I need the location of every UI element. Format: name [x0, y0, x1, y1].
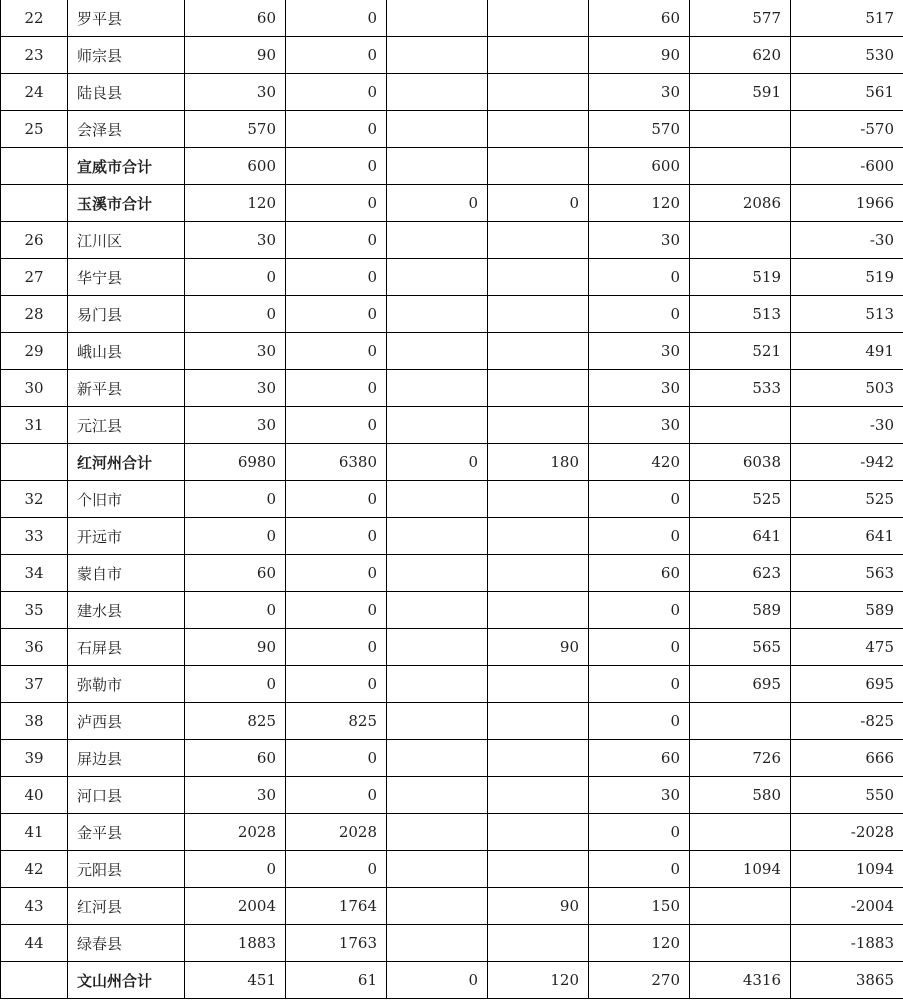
value-col-4	[488, 222, 589, 259]
table-row	[1, 407, 903, 444]
region-name: 红河州合计	[68, 444, 185, 481]
value-col-3	[387, 740, 488, 777]
value-col-5: 120	[589, 185, 690, 222]
value-col-7: 641	[791, 518, 903, 555]
value-col-6: 1094	[690, 851, 791, 888]
value-col-4	[488, 0, 589, 37]
value-col-6	[690, 925, 791, 962]
value-col-1: 451	[185, 962, 286, 999]
value-col-5: 150	[589, 888, 690, 925]
row-number: 37	[1, 666, 68, 703]
value-col-6: 591	[690, 74, 791, 111]
value-col-5: 0	[589, 629, 690, 666]
table-row	[1, 259, 903, 296]
value-col-2: 0	[286, 777, 387, 814]
value-col-6: 695	[690, 666, 791, 703]
value-col-1: 30	[185, 333, 286, 370]
region-name: 建水县	[68, 592, 185, 629]
region-name: 元江县	[68, 407, 185, 444]
value-col-5: 600	[589, 148, 690, 185]
value-col-6	[690, 111, 791, 148]
table-row	[1, 370, 903, 407]
value-col-5: 0	[589, 481, 690, 518]
value-col-7: 589	[791, 592, 903, 629]
value-col-5: 0	[589, 666, 690, 703]
value-col-1: 825	[185, 703, 286, 740]
value-col-3	[387, 74, 488, 111]
region-name: 开远市	[68, 518, 185, 555]
value-col-4	[488, 370, 589, 407]
value-col-4	[488, 814, 589, 851]
value-col-4: 90	[488, 629, 589, 666]
value-col-5: 0	[589, 592, 690, 629]
region-name: 绿春县	[68, 925, 185, 962]
value-col-7: 1094	[791, 851, 903, 888]
row-number: 40	[1, 777, 68, 814]
table-body	[1, 0, 903, 999]
value-col-5: 0	[589, 814, 690, 851]
value-col-6: 641	[690, 518, 791, 555]
value-col-1: 0	[185, 296, 286, 333]
value-col-5: 30	[589, 222, 690, 259]
value-col-2: 0	[286, 37, 387, 74]
table-row-subtotal	[1, 148, 903, 185]
value-col-7: -30	[791, 222, 903, 259]
row-number: 31	[1, 407, 68, 444]
region-name: 易门县	[68, 296, 185, 333]
row-number: 29	[1, 333, 68, 370]
value-col-3	[387, 481, 488, 518]
value-col-1: 30	[185, 407, 286, 444]
table-row	[1, 333, 903, 370]
value-col-2: 0	[286, 185, 387, 222]
value-col-7: -570	[791, 111, 903, 148]
value-col-1: 2028	[185, 814, 286, 851]
value-col-3: 0	[387, 185, 488, 222]
value-col-1: 0	[185, 592, 286, 629]
value-col-4	[488, 407, 589, 444]
row-number: 30	[1, 370, 68, 407]
value-col-4	[488, 111, 589, 148]
row-number	[1, 444, 68, 481]
table-row	[1, 740, 903, 777]
table-row	[1, 518, 903, 555]
region-name: 元阳县	[68, 851, 185, 888]
value-col-6: 623	[690, 555, 791, 592]
value-col-7: 3865	[791, 962, 903, 999]
value-col-7: 519	[791, 259, 903, 296]
value-col-2: 0	[286, 481, 387, 518]
value-col-3	[387, 592, 488, 629]
value-col-1: 570	[185, 111, 286, 148]
value-col-7: 491	[791, 333, 903, 370]
value-col-4: 0	[488, 185, 589, 222]
region-name: 师宗县	[68, 37, 185, 74]
value-col-3: 0	[387, 444, 488, 481]
value-col-4	[488, 296, 589, 333]
value-col-4	[488, 925, 589, 962]
value-col-6: 589	[690, 592, 791, 629]
value-col-1: 60	[185, 740, 286, 777]
table-row	[1, 666, 903, 703]
value-col-2: 61	[286, 962, 387, 999]
value-col-3	[387, 888, 488, 925]
value-col-5: 30	[589, 777, 690, 814]
value-col-5: 30	[589, 74, 690, 111]
value-col-3	[387, 333, 488, 370]
region-name: 玉溪市合计	[68, 185, 185, 222]
region-name: 华宁县	[68, 259, 185, 296]
value-col-2: 0	[286, 555, 387, 592]
value-col-3	[387, 703, 488, 740]
value-col-3	[387, 296, 488, 333]
value-col-1: 30	[185, 74, 286, 111]
value-col-3	[387, 666, 488, 703]
table-row	[1, 481, 903, 518]
value-col-3	[387, 259, 488, 296]
row-number: 23	[1, 37, 68, 74]
value-col-3	[387, 407, 488, 444]
value-col-5: 30	[589, 370, 690, 407]
value-col-2: 2028	[286, 814, 387, 851]
value-col-1: 600	[185, 148, 286, 185]
value-col-6	[690, 814, 791, 851]
table-row	[1, 555, 903, 592]
region-name: 文山州合计	[68, 962, 185, 999]
value-col-6	[690, 222, 791, 259]
row-number: 35	[1, 592, 68, 629]
region-name: 石屏县	[68, 629, 185, 666]
value-col-2: 0	[286, 740, 387, 777]
value-col-1: 0	[185, 518, 286, 555]
value-col-6: 577	[690, 0, 791, 37]
value-col-1: 60	[185, 555, 286, 592]
value-col-1: 0	[185, 666, 286, 703]
value-col-5: 60	[589, 0, 690, 37]
value-col-2: 0	[286, 222, 387, 259]
region-name: 新平县	[68, 370, 185, 407]
value-col-5: 60	[589, 740, 690, 777]
value-col-1: 120	[185, 185, 286, 222]
value-col-7: -825	[791, 703, 903, 740]
value-col-7: -30	[791, 407, 903, 444]
value-col-6: 519	[690, 259, 791, 296]
region-name: 弥勒市	[68, 666, 185, 703]
value-col-4: 120	[488, 962, 589, 999]
value-col-6: 580	[690, 777, 791, 814]
value-col-1: 30	[185, 222, 286, 259]
value-col-5: 90	[589, 37, 690, 74]
value-col-4	[488, 518, 589, 555]
value-col-7: 525	[791, 481, 903, 518]
value-col-7: -1883	[791, 925, 903, 962]
value-col-6: 525	[690, 481, 791, 518]
table-row	[1, 851, 903, 888]
value-col-1: 90	[185, 629, 286, 666]
value-col-1: 30	[185, 777, 286, 814]
row-number	[1, 185, 68, 222]
value-col-2: 0	[286, 111, 387, 148]
value-col-7: 561	[791, 74, 903, 111]
value-col-3	[387, 851, 488, 888]
row-number: 32	[1, 481, 68, 518]
value-col-5: 570	[589, 111, 690, 148]
row-number: 25	[1, 111, 68, 148]
table-row	[1, 888, 903, 925]
region-name: 红河县	[68, 888, 185, 925]
value-col-4	[488, 740, 589, 777]
value-col-7: 563	[791, 555, 903, 592]
row-number: 42	[1, 851, 68, 888]
value-col-3	[387, 518, 488, 555]
value-col-4	[488, 37, 589, 74]
value-col-4	[488, 592, 589, 629]
value-col-6: 726	[690, 740, 791, 777]
value-col-5: 0	[589, 703, 690, 740]
region-name: 江川区	[68, 222, 185, 259]
value-col-2: 0	[286, 407, 387, 444]
value-col-2: 0	[286, 333, 387, 370]
value-col-6: 2086	[690, 185, 791, 222]
table-row	[1, 814, 903, 851]
value-col-7: 695	[791, 666, 903, 703]
region-name: 河口县	[68, 777, 185, 814]
region-name: 金平县	[68, 814, 185, 851]
value-col-3	[387, 148, 488, 185]
value-col-5: 420	[589, 444, 690, 481]
value-col-3	[387, 925, 488, 962]
value-col-4	[488, 703, 589, 740]
value-col-5: 270	[589, 962, 690, 999]
value-col-5: 0	[589, 296, 690, 333]
value-col-6: 4316	[690, 962, 791, 999]
value-col-5: 120	[589, 925, 690, 962]
table-row	[1, 629, 903, 666]
value-col-2: 0	[286, 592, 387, 629]
region-name: 屏边县	[68, 740, 185, 777]
value-col-2: 0	[286, 851, 387, 888]
table-row	[1, 111, 903, 148]
row-number: 38	[1, 703, 68, 740]
value-col-7: -942	[791, 444, 903, 481]
row-number: 24	[1, 74, 68, 111]
value-col-1: 6980	[185, 444, 286, 481]
region-name: 陆良县	[68, 74, 185, 111]
value-col-6: 620	[690, 37, 791, 74]
value-col-2: 1763	[286, 925, 387, 962]
table-row-subtotal	[1, 185, 903, 222]
region-name: 宣威市合计	[68, 148, 185, 185]
table-row	[1, 0, 903, 37]
table-row	[1, 777, 903, 814]
value-col-2: 0	[286, 296, 387, 333]
value-col-2: 825	[286, 703, 387, 740]
value-col-7: 503	[791, 370, 903, 407]
row-number	[1, 962, 68, 999]
value-col-6: 533	[690, 370, 791, 407]
value-col-2: 1764	[286, 888, 387, 925]
value-col-3	[387, 222, 488, 259]
value-col-4	[488, 851, 589, 888]
region-name: 蒙自市	[68, 555, 185, 592]
value-col-4	[488, 74, 589, 111]
value-col-2: 0	[286, 666, 387, 703]
value-col-4	[488, 481, 589, 518]
value-col-7: 1966	[791, 185, 903, 222]
value-col-4	[488, 333, 589, 370]
row-number: 33	[1, 518, 68, 555]
value-col-7: 530	[791, 37, 903, 74]
table-row-subtotal	[1, 962, 903, 999]
table-row	[1, 74, 903, 111]
row-number: 22	[1, 0, 68, 37]
value-col-7: -600	[791, 148, 903, 185]
value-col-1: 30	[185, 370, 286, 407]
value-col-5: 30	[589, 407, 690, 444]
value-col-4: 90	[488, 888, 589, 925]
table-row-subtotal	[1, 444, 903, 481]
value-col-1: 90	[185, 37, 286, 74]
value-col-2: 0	[286, 629, 387, 666]
region-name: 会泽县	[68, 111, 185, 148]
table-row	[1, 925, 903, 962]
value-col-7: 517	[791, 0, 903, 37]
value-col-6: 521	[690, 333, 791, 370]
row-number: 27	[1, 259, 68, 296]
row-number: 41	[1, 814, 68, 851]
value-col-7: 666	[791, 740, 903, 777]
value-col-3	[387, 777, 488, 814]
value-col-7: 513	[791, 296, 903, 333]
table-row	[1, 703, 903, 740]
region-name: 罗平县	[68, 0, 185, 37]
value-col-2: 0	[286, 0, 387, 37]
value-col-4	[488, 148, 589, 185]
table-row	[1, 37, 903, 74]
table-row	[1, 296, 903, 333]
value-col-3	[387, 370, 488, 407]
value-col-3	[387, 37, 488, 74]
value-col-4	[488, 259, 589, 296]
value-col-7: 475	[791, 629, 903, 666]
value-col-3: 0	[387, 962, 488, 999]
region-name: 泸西县	[68, 703, 185, 740]
value-col-1: 0	[185, 259, 286, 296]
value-col-1: 1883	[185, 925, 286, 962]
value-col-4	[488, 666, 589, 703]
row-number: 44	[1, 925, 68, 962]
row-number: 26	[1, 222, 68, 259]
value-col-2: 0	[286, 148, 387, 185]
value-col-6	[690, 888, 791, 925]
value-col-1: 0	[185, 851, 286, 888]
value-col-3	[387, 629, 488, 666]
row-number: 36	[1, 629, 68, 666]
region-name: 个旧市	[68, 481, 185, 518]
value-col-3	[387, 0, 488, 37]
value-col-1: 60	[185, 0, 286, 37]
value-col-4: 180	[488, 444, 589, 481]
value-col-6	[690, 148, 791, 185]
table-row	[1, 592, 903, 629]
table-row	[1, 222, 903, 259]
row-number: 34	[1, 555, 68, 592]
value-col-2: 6380	[286, 444, 387, 481]
row-number: 28	[1, 296, 68, 333]
value-col-3	[387, 111, 488, 148]
value-col-4	[488, 555, 589, 592]
value-col-6: 565	[690, 629, 791, 666]
value-col-6: 513	[690, 296, 791, 333]
value-col-3	[387, 555, 488, 592]
value-col-7: -2004	[791, 888, 903, 925]
value-col-7: 550	[791, 777, 903, 814]
row-number: 39	[1, 740, 68, 777]
value-col-1: 2004	[185, 888, 286, 925]
value-col-6	[690, 407, 791, 444]
value-col-5: 60	[589, 555, 690, 592]
value-col-1: 0	[185, 481, 286, 518]
value-col-7: -2028	[791, 814, 903, 851]
value-col-6: 6038	[690, 444, 791, 481]
region-name: 峨山县	[68, 333, 185, 370]
value-col-2: 0	[286, 259, 387, 296]
value-col-6	[690, 703, 791, 740]
value-col-5: 0	[589, 259, 690, 296]
value-col-4	[488, 777, 589, 814]
value-col-2: 0	[286, 518, 387, 555]
value-col-3	[387, 814, 488, 851]
row-number	[1, 148, 68, 185]
value-col-2: 0	[286, 370, 387, 407]
value-col-5: 30	[589, 333, 690, 370]
row-number: 43	[1, 888, 68, 925]
value-col-5: 0	[589, 518, 690, 555]
value-col-2: 0	[286, 74, 387, 111]
value-col-5: 0	[589, 851, 690, 888]
